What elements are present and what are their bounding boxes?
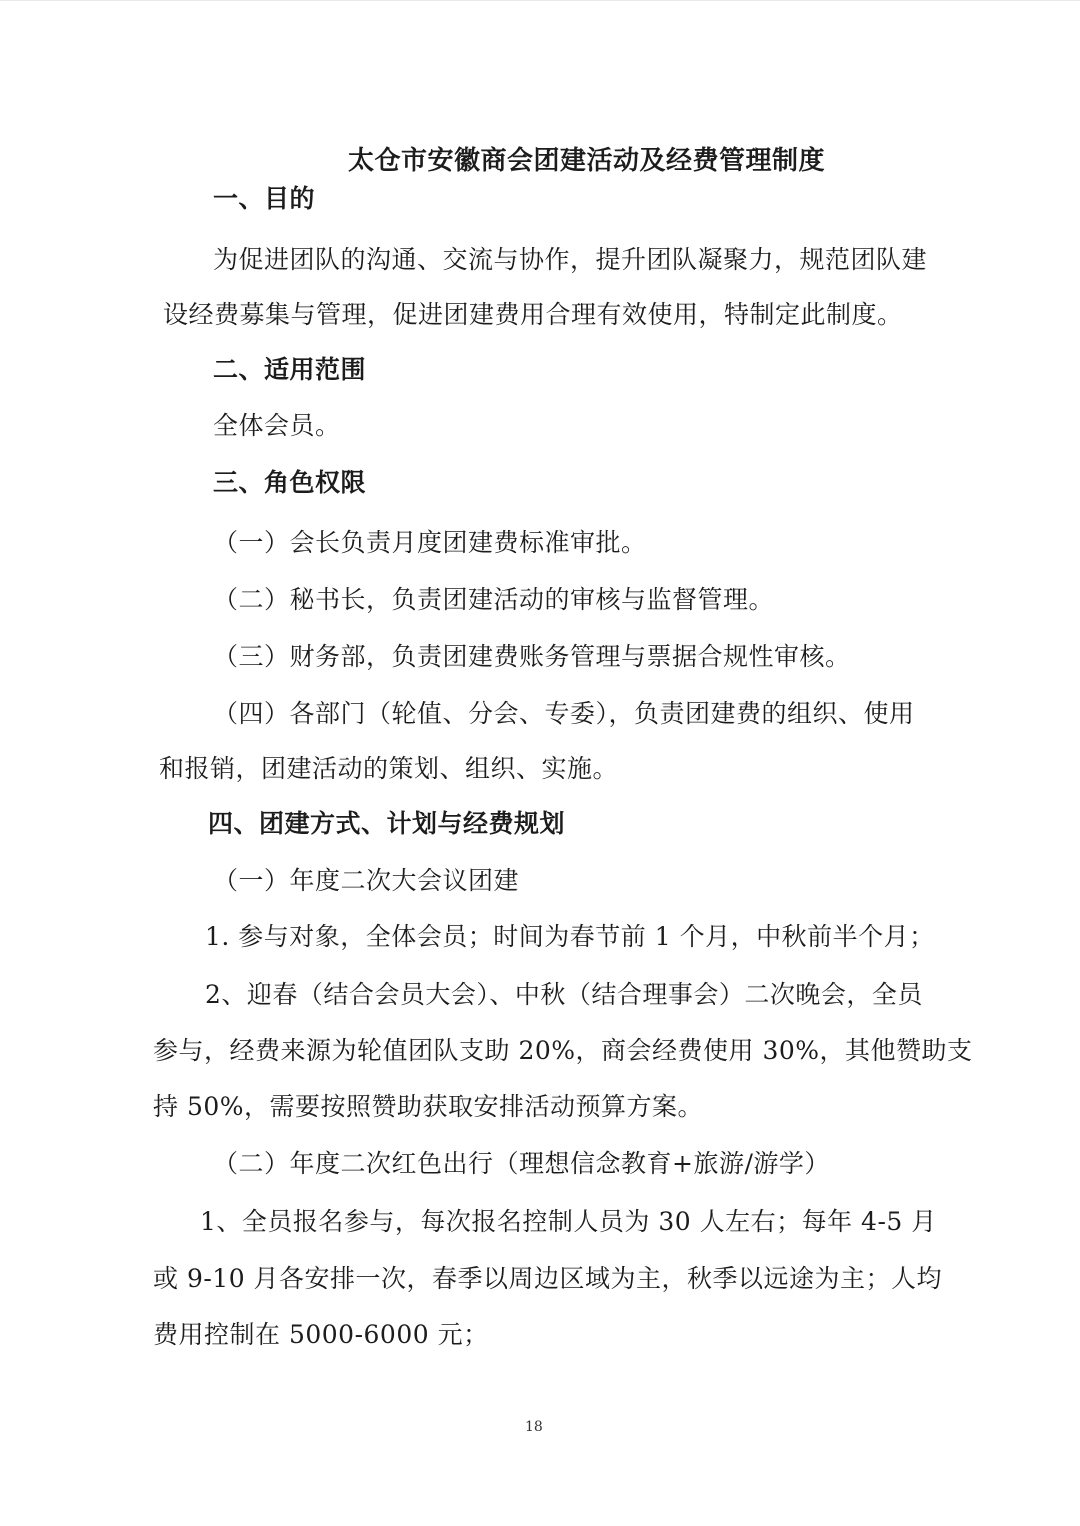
list-item-continued: 和报销，团建活动的策划、组织、实施。 — [159, 754, 619, 783]
section-heading-roles: 三、角色权限 — [213, 468, 367, 497]
paragraph-line: 全体会员。 — [213, 411, 341, 440]
section-heading-scope: 二、适用范围 — [213, 355, 367, 384]
section-heading-purpose: 一、目的 — [213, 184, 316, 213]
list-item: （三）财务部，负责团建费账务管理与票据合规性审核。 — [213, 642, 851, 671]
list-item-continued: 参与，经费来源为轮值团队支助 20%，商会经费使用 30%，其他赞助支 — [153, 1036, 973, 1065]
subsection-heading: （二）年度二次红色出行（理想信念教育+旅游/游学） — [213, 1149, 830, 1178]
list-item-continued: 费用控制在 5000-6000 元； — [153, 1320, 489, 1349]
list-item-continued: 或 9-10 月各安排一次，春季以周边区域为主，秋季以远途为主；人均 — [153, 1264, 943, 1293]
list-item: 1. 参与对象，全体会员；时间为春节前 1 个月，中秋前半个月； — [205, 922, 935, 951]
list-item-continued: 持 50%，需要按照赞助获取安排活动预算方案。 — [153, 1092, 704, 1121]
subsection-heading: （一）年度二次大会议团建 — [213, 866, 520, 895]
paragraph-line: 为促进团队的沟通、交流与协作，提升团队凝聚力，规范团队建 — [213, 245, 928, 274]
list-item: （一）会长负责月度团建费标准审批。 — [213, 528, 647, 557]
list-item: 1、全员报名参与，每次报名控制人员为 30 人左右；每年 4-5 月 — [200, 1207, 937, 1236]
list-item: 2、迎春（结合会员大会）、中秋（结合理事会）二次晚会，全员 — [205, 980, 923, 1009]
page-number: 18 — [525, 1419, 543, 1435]
document-title: 太仓市安徽商会团建活动及经费管理制度 — [348, 146, 826, 176]
page-edge — [0, 0, 1080, 1]
list-item: （二）秘书长，负责团建活动的审核与监督管理。 — [213, 585, 775, 614]
section-heading-methods: 四、团建方式、计划与经费规划 — [208, 809, 566, 838]
list-item: （四）各部门（轮值、分会、专委），负责团建费的组织、使用 — [213, 699, 915, 728]
paragraph-line: 设经费募集与管理，促进团建费用合理有效使用，特制定此制度。 — [163, 300, 903, 329]
